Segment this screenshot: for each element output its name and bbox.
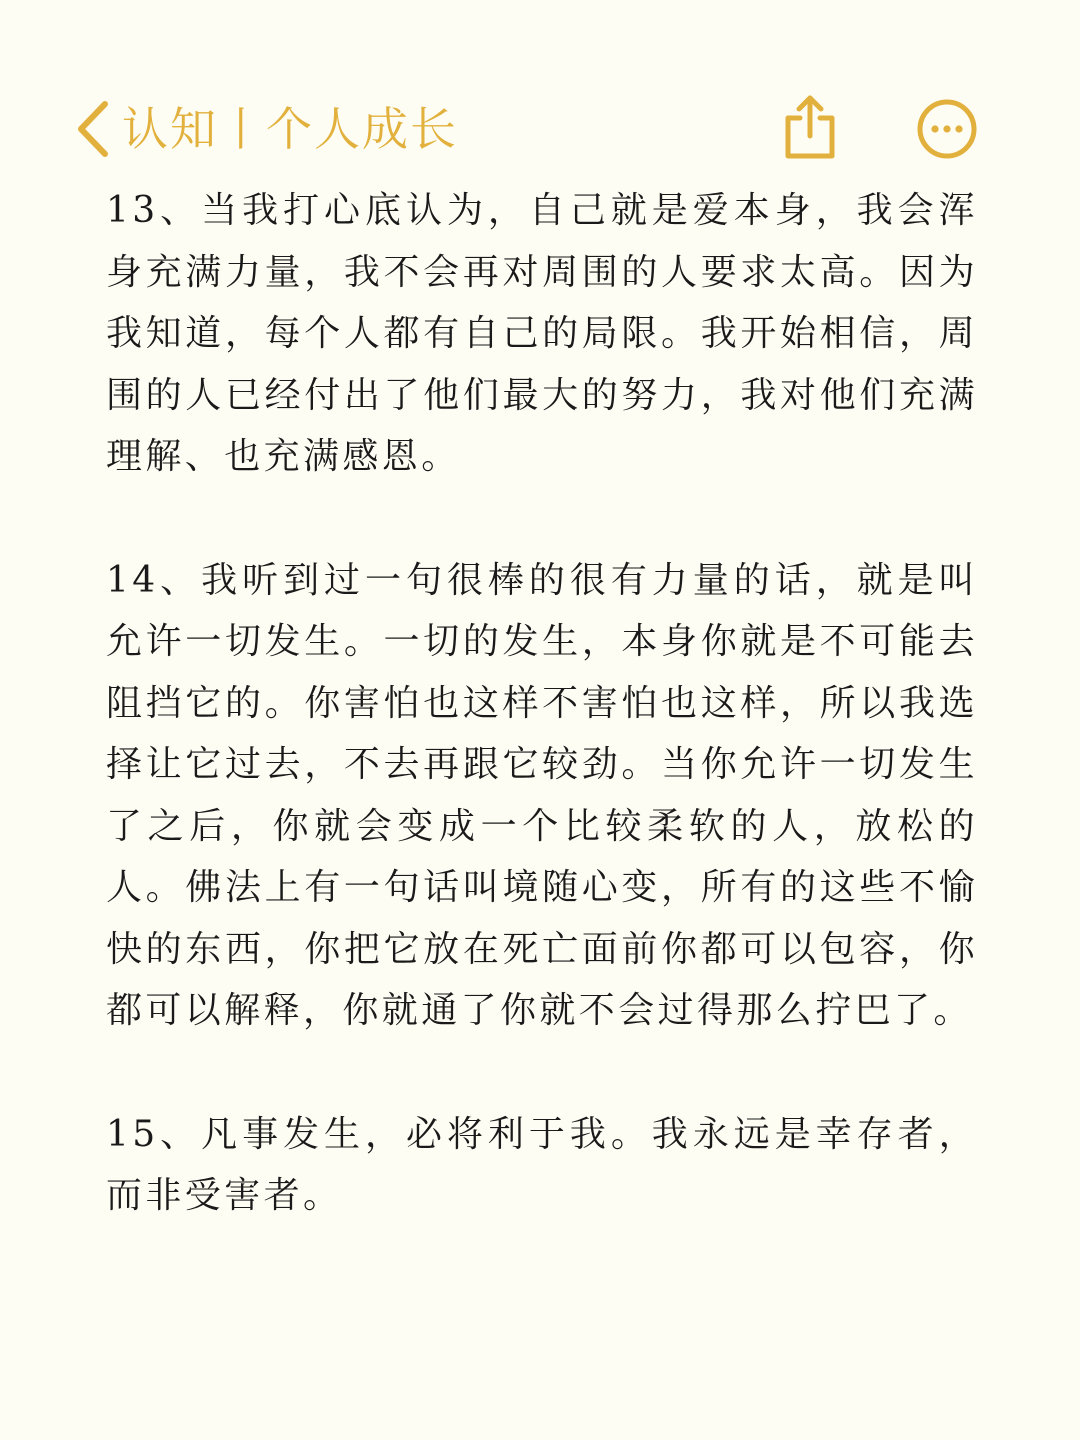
navigation-bar: [0, 88, 1080, 172]
share-button[interactable]: [780, 92, 840, 162]
note-paragraph-13: 13、当我打心底认为，自己就是爱本身，我会浑身充满力量，我不会再对周围的人要求太高。因为我知道，每个人都有自己的局限。我开始相信，周围的人已经付出了他们最大的努力，我对他们充满理解、也充满感恩。: [106, 190, 978, 477]
page-title: 认知丨个人成长: [122, 102, 458, 156]
note-paragraph-15: 15、凡事发生，必将利于我。我永远是幸存者，而非受害者。: [106, 1113, 978, 1216]
chevron-left-icon: [72, 98, 116, 160]
share-icon: [780, 92, 840, 162]
back-button[interactable]: [72, 98, 116, 160]
note-paragraph-14: 14、我听到过一句很棒的很有力量的话，就是叫允许一切发生。一切的发生，本身你就是不可能去阻挡它的。你害怕也这样不害怕也这样，所以我选择让它过去，不去再跟它较劲。当你允许一切发生了之后，你就会变成一个比较柔软的人，放松的人。佛法上有一句话叫境随心变，所有的这些不愉快的东西，你把它放在死亡面前你都可以包容，你都可以解释，你就通了你就不会过得那么拧巴了。: [106, 559, 978, 1031]
more-horizontal-icon: [914, 96, 980, 162]
more-button[interactable]: [914, 96, 980, 162]
note-body: [106, 180, 978, 1227]
